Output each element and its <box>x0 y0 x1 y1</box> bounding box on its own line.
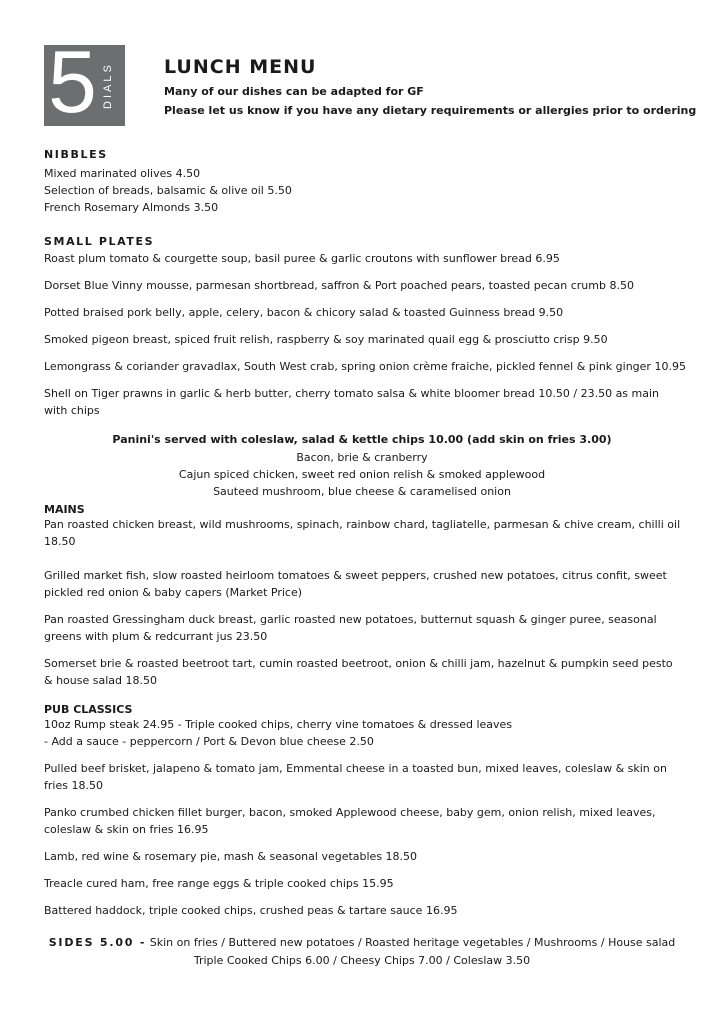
menu-item: Potted braised pork belly, apple, celery, bacon & chicory salad & toasted Guinness bread 9.50 <box>44 306 564 319</box>
menu-item: Pulled beef brisket, jalapeno & tomato jam, Emmental cheese in a toasted bun, mixed leaves, coleslaw & skin on fries 18.50 <box>44 762 667 792</box>
menu-item: Battered haddock, triple cooked chips, crushed peas & tartare sauce 16.95 <box>44 904 458 917</box>
panini-item: Cajun spiced chicken, sweet red onion relish & smoked applewood <box>178 468 546 481</box>
pub-classics-section <box>44 703 684 919</box>
menu-item: Lemongrass & coriander gravadlax, South West crab, spring onion crème fraiche, pickled fennel & pink ginger 10.95 <box>44 360 686 373</box>
pub-classics-heading: PUB CLASSICS <box>44 703 133 716</box>
mains-section <box>44 503 684 689</box>
logo-word: DIALS <box>102 62 114 110</box>
menu-item: Pan roasted chicken breast, wild mushrooms, spinach, rainbow chard, tagliatelle, parmesan & chive cream, chilli oil 18.50 <box>44 518 681 548</box>
menu-item: Mixed marinated olives 4.50 <box>44 167 201 180</box>
nibbles-heading: NIBBLES <box>44 148 108 161</box>
menu-item: Dorset Blue Vinny mousse, parmesan shortbread, saffron & Port poached pears, toasted pecan crumb 8.50 <box>44 279 634 292</box>
panini-item: Bacon, brie & cranberry <box>296 451 428 464</box>
menu-item-sauce: - Add a sauce - peppercorn / Port & Devon blue cheese 2.50 <box>44 735 374 748</box>
panini-heading: Panini's served with coleslaw, salad & kettle chips 10.00 (add skin on fries 3.00) <box>112 433 612 446</box>
menu-item: Panko crumbed chicken fillet burger, bacon, smoked Applewood cheese, baby gem, onion relish, mixed leaves, coleslaw & skin on fries 16.95 <box>44 806 656 836</box>
sides-label: SIDES 5.00 - <box>48 936 147 949</box>
nibbles-section <box>44 148 684 216</box>
menu-item: Treacle cured ham, free range eggs & triple cooked chips 15.95 <box>44 877 394 890</box>
sides-items: Skin on fries / Buttered new potatoes / Roasted heritage vegetables / Mushrooms / House salad <box>149 936 676 949</box>
allergy-note: Please let us know if you have any dietary requirements or allergies prior to ordering <box>164 104 697 117</box>
menu-item: Smoked pigeon breast, spiced fruit relish, raspberry & soy marinated quail egg & prosciutto crisp 9.50 <box>44 333 608 346</box>
panini-item: Sauteed mushroom, blue cheese & caramelised onion <box>213 485 511 498</box>
gf-note: Many of our dishes can be adapted for GF <box>164 85 424 98</box>
menu-item: Shell on Tiger prawns in garlic & herb butter, cherry tomato salsa & white bloomer bread 10.50 / 23.50 as main with chips <box>44 387 660 417</box>
sides-line <box>0 936 724 949</box>
small-plates-section <box>44 235 684 419</box>
sides-extra: Triple Cooked Chips 6.00 / Cheesy Chips 7.00 / Coleslaw 3.50 <box>193 954 531 967</box>
logo <box>44 32 125 131</box>
menu-item: Roast plum tomato & courgette soup, basil puree & garlic croutons with sunflower bread 6.95 <box>44 252 560 265</box>
menu-item: Lamb, red wine & rosemary pie, mash & seasonal vegetables 18.50 <box>44 850 418 863</box>
menu-item: Pan roasted Gressingham duck breast, garlic roasted new potatoes, butternut squash & ginger puree, seasonal greens with plum & redcurrant jus 23.50 <box>44 613 657 643</box>
small-plates-heading: SMALL PLATES <box>44 235 155 248</box>
menu-item: Grilled market fish, slow roasted heirloom tomatoes & sweet peppers, crushed new potatoes, citrus confit, sweet pickled red onion & baby capers (Market Price) <box>44 569 667 599</box>
menu-title: LUNCH MENU <box>164 56 317 78</box>
menu-item: 10oz Rump steak 24.95 - Triple cooked chips, cherry vine tomatoes & dressed leaves <box>44 718 513 731</box>
menu-item: Somerset brie & roasted beetroot tart, cumin roasted beetroot, onion & chilli jam, hazelnut & pumpkin seed pesto & house salad 18.50 <box>44 657 673 687</box>
menu-item: French Rosemary Almonds 3.50 <box>44 201 219 214</box>
mains-heading: MAINS <box>44 503 85 516</box>
logo-number: 5 <box>48 32 97 131</box>
menu-item: Selection of breads, balsamic & olive oil 5.50 <box>44 184 292 197</box>
